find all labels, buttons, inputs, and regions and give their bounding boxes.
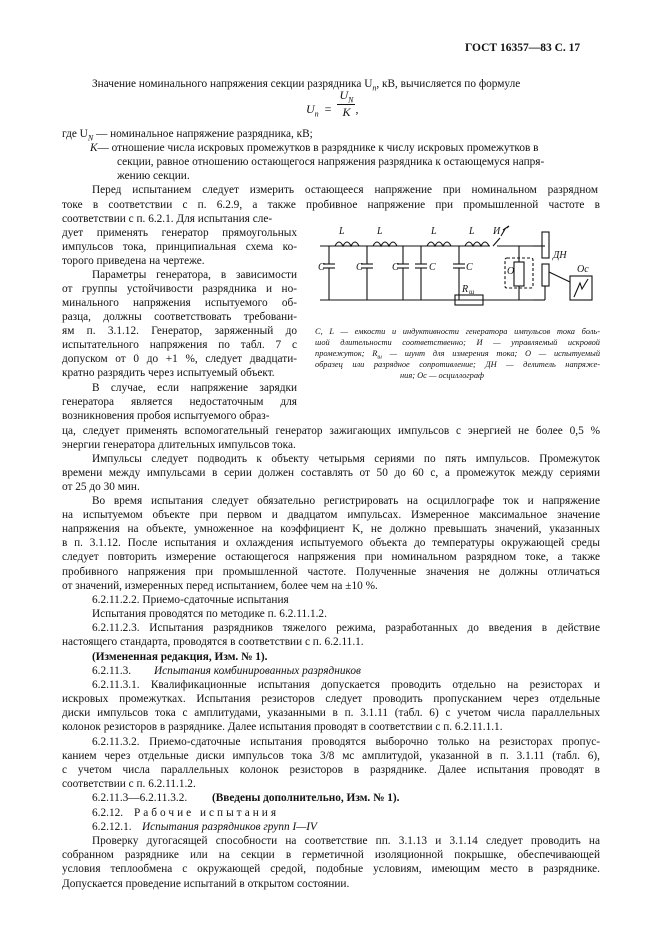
label-O: О: [507, 266, 515, 277]
intro-tail: , кВ, вычисляется по формуле: [376, 78, 521, 90]
text-line: собранном разряднике или на секции в герметичной изоляционной покрышке, обеспечивающей: [62, 849, 600, 861]
where-2-cont-2: жению секции.: [117, 170, 190, 182]
text-line: ца, следует применять вспомогательный генератор зажигающих импульсов с энергией не более 0,5 %: [62, 425, 600, 437]
text-line: диски импульсов тока с амплитудами, указанными в п. 3.1.11 (табл. 6) с учетом числа параллельных: [62, 707, 600, 719]
text-line: 6.2.11.3.1. Квалификационные испытания допускается проводить отдельно на резисторах и: [92, 679, 600, 691]
label-C4: C: [429, 262, 436, 273]
label-L2: L: [377, 226, 383, 237]
text-line: допуском от 0 до +1 %, следует двадцати-: [62, 353, 297, 365]
text-line: времени между импульсами в серии должен составлять от 50 до 60 с, а промежуток между сериями: [62, 467, 600, 479]
text-line: Рабочие испытания: [134, 807, 280, 819]
caption-line-3: промежуток; $R_ш$ — шунт для измерения тока; О — испытуемый: [315, 349, 601, 361]
text-line: 6.2.11.2.3. Испытания разрядников тяжелого режима, разработанных до введения в действие: [92, 622, 600, 634]
label-I: И: [493, 226, 501, 237]
text-line: на испытуемом объекте при первом и двадцатом импульсах. Измеренное максимальное значение: [62, 509, 600, 521]
text-line: пробивного напряжения при промышленной частоте. Полученные значения не должны отличаться: [62, 566, 600, 578]
text-line: от 25 до 30 мин.: [62, 481, 140, 493]
text-line: в п. 3.1.12. После испытания и охлаждения испытуемого объекта до температуры окружающей среды: [62, 537, 600, 549]
text-line: с учетом числа параллельных колонок резисторов в разряднике. Далее испытания проводят в: [62, 764, 600, 776]
text-line: колонок резисторов в разряднике. Далее испытания проводят в соответствии с п. 6.2.11.1.1.: [62, 721, 503, 733]
label-R-sub: ш: [469, 288, 475, 296]
label-L4: L: [469, 226, 475, 237]
text-line: дует применять генератор прямоугольных: [62, 227, 297, 239]
text-line: настоящего стандарта, проводятся в соответствии с п. 6.2.11.1.: [62, 636, 364, 648]
text-line: канием через отдельные диски импульсов тока 3/8 мс амплитудой, указанной в п. 3.1.11 (табл. 6),: [62, 750, 600, 762]
text-line: Допускается проведение испытаний в открытом состоянии.: [62, 878, 350, 890]
text-line: токе в соответствии с п. 6.2.9, а также пробивное напряжение при промышленной частоте в: [62, 199, 600, 211]
text-line: Перед испытанием следует измерить остающееся напряжение при номинальном разрядном: [92, 184, 598, 196]
circuit-diagram: [315, 212, 600, 317]
text-line: (Введены дополнительно, Изм. № 1).: [212, 792, 400, 804]
formula-den: K: [342, 105, 351, 120]
where-2-cont-1: секции, равное отношению остающегося напряжения разрядника к остающемуся напря-: [117, 156, 545, 168]
label-C5: C: [466, 262, 473, 273]
text-line: Проверку дугогасящей способности на соответствие пп. 3.1.13 и 3.1.14 следует проводить на: [92, 835, 600, 847]
formula-comma: ,: [355, 101, 359, 116]
text-line: минального напряжения испытуемого об-: [62, 297, 297, 309]
text-line: 6.2.11.3—6.2.11.3.2.: [92, 792, 188, 804]
text-line: Параметры генератора, в зависимости: [92, 269, 297, 281]
formula-num: U: [339, 88, 349, 102]
text-line: (Измененная редакция, Изм. № 1).: [92, 651, 268, 663]
intro-text: Значение номинального напряжения секции разрядника U: [92, 78, 373, 90]
text-line: Испытания проводятся по методике п. 6.2.11.1.2.: [92, 608, 327, 620]
text-line: разца, должны соответствовать требовани-: [62, 311, 297, 323]
formula-eq: =: [324, 101, 332, 116]
text-line: напряжения на объекте, умноженное на коэффициент K, не должно превышать значений, указанных: [62, 523, 600, 535]
formula-lhs: U: [306, 101, 315, 116]
text-line: В случае, если напряжение зарядки: [92, 382, 297, 394]
text-line: торого приведена на чертеже.: [62, 255, 205, 267]
text-line: 6.2.11.3.: [92, 665, 132, 677]
text-line: соответствии с п. 6.2.1. Для испытания сле-: [62, 213, 273, 225]
page-header: ГОСТ 16357—83 С. 17: [465, 42, 581, 54]
intro-line: Значение номинального напряжения секции разрядника $U_п$, кВ, вычисляется по формуле: [92, 78, 521, 93]
text-line: энергии генератора длительных импульсов тока.: [62, 439, 296, 451]
caption-line-4: образец или разрядное сопротивление; ДН — делитель напряже-: [315, 360, 600, 369]
text-line: следует повторить измерение остающегося напряжения при номинальном разрядном токе, а также: [62, 551, 600, 563]
where-1: где $U_N$ — номинальное напряжение разрядника, кВ;: [62, 128, 313, 143]
label-C3: C: [392, 262, 399, 273]
text-line: кратно разрядить через испытуемый объект.: [62, 367, 275, 379]
label-Os: Ос: [577, 264, 589, 275]
formula-lhs-sub: п: [314, 109, 319, 119]
text-line: искровых промежутках. Испытания резисторов следует проводить пропусканием через отдельные: [62, 693, 600, 705]
text-line: от значений, измеренных перед испытанием, более чем на ±10 %.: [62, 580, 378, 592]
text-line: условия теплообмена с окружающей средой, подобные условиям, имеющим место в разряднике.: [62, 863, 600, 875]
formula: [306, 88, 359, 126]
text-line: возникновения пробоя испытуемого образ-: [62, 410, 270, 422]
text-line: Испытания комбинированных разрядников: [154, 665, 361, 677]
text-line: Во время испытания следует обязательно регистрировать на осциллографе ток и напряжение: [92, 495, 600, 507]
text-line: 6.2.11.3.2. Приемо-сдаточные испытания проводятся выборочно только на резисторах пропус-: [92, 736, 600, 748]
text-line: от группы устойчивости разрядника и но-: [62, 283, 297, 295]
text-line: 6.2.12.1.: [92, 821, 132, 833]
label-C1: C: [318, 262, 325, 273]
text-line: Испытания разрядников групп I—IV: [142, 821, 317, 833]
caption-line-5: ния; Ос — осциллограф: [400, 371, 484, 380]
where-2: K— отношение числа искровых промежутков в разряднике к числу искровых промежутков в: [90, 142, 539, 154]
caption-line-2: шой длительности соответственно; И — управляемый искровой: [315, 338, 600, 347]
text-line: генератора является недостаточным для: [62, 396, 297, 408]
label-L1: L: [339, 226, 345, 237]
caption-line-1: C, L — емкости и индуктивности генератора импульсов тока боль-: [315, 327, 600, 336]
text-line: испытательного напряжения по табл. 7 с: [62, 339, 297, 351]
text-line: 6.2.11.2.2. Приемо-сдаточные испытания: [92, 594, 289, 606]
label-L3: L: [431, 226, 437, 237]
formula-num-sub: N: [348, 95, 354, 105]
text-line: ям п. 3.1.12. Генератор, заряженный до: [62, 325, 297, 337]
label-DN: ДН: [553, 250, 567, 261]
label-C2: C: [356, 262, 363, 273]
text-line: Импульсы следует подводить к объекту четырьмя сериями по пять импульсов. Промежуток: [92, 453, 600, 465]
text-line: импульсов тока, принципиальная схема ко-: [62, 241, 297, 253]
label-R: R: [462, 284, 469, 295]
text-line: соответствии с п. 6.2.11.1.2.: [62, 778, 196, 790]
text-line: 6.2.12.: [92, 807, 124, 819]
